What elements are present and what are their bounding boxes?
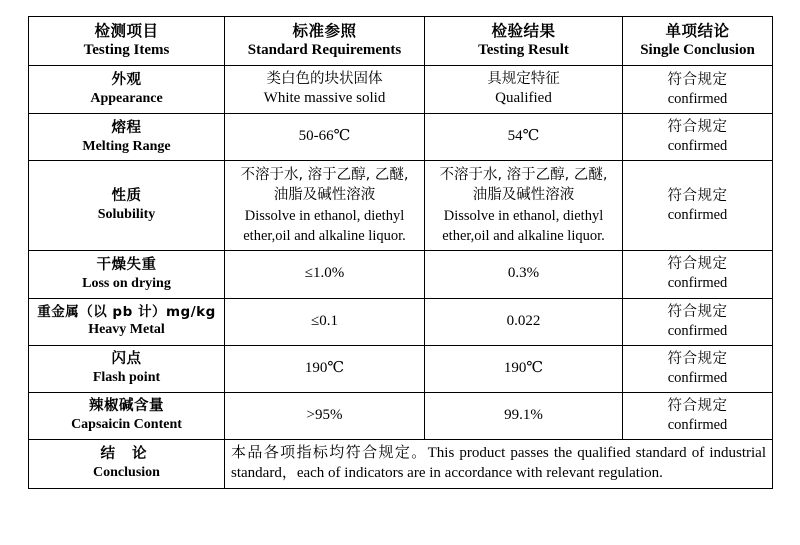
row-item-solubility xyxy=(29,161,225,251)
row-conclusion-capsaicin-content xyxy=(623,393,773,440)
row-conclusion-melting-range xyxy=(623,114,773,161)
row-conclusion-appearance-en: confirmed xyxy=(667,90,728,107)
row-standard-appearance xyxy=(225,66,425,114)
row-item-loss-on-drying xyxy=(29,251,225,298)
row-result-loss-on-drying xyxy=(425,251,623,298)
column-header-standard-requirements-en: Standard Requirements xyxy=(247,42,402,59)
row-standard-melting-range xyxy=(225,114,425,161)
conclusion-text-cell xyxy=(225,440,773,489)
row-result-solubility-cn: 不溶于水, 溶于乙醇, 乙醚, 油脂及碱性溶液 xyxy=(439,167,608,204)
row-standard-capsaicin-content xyxy=(225,393,425,440)
row-standard-loss-on-drying xyxy=(225,251,425,298)
row-item-flash-point-cn: 闪点 xyxy=(111,351,142,368)
row-standard-solubility xyxy=(225,161,425,251)
row-item-heavy-metal-cn: 重金属（以 pb 计）mg/kg xyxy=(37,303,216,320)
column-header-standard-requirements-cn: 标准参照 xyxy=(292,22,357,40)
row-conclusion-capsaicin-content-en: confirmed xyxy=(667,417,728,434)
row-item-solubility-en: Solubility xyxy=(97,207,156,223)
row-conclusion-appearance-cn: 符合规定 xyxy=(667,71,728,88)
table-conclusion-row xyxy=(29,440,773,489)
column-header-single-conclusion-cn: 单项结论 xyxy=(665,22,730,40)
row-standard-heavy-metal-value: ≤0.1 xyxy=(311,312,338,329)
row-item-capsaicin-content-en: Capsaicin Content xyxy=(71,417,182,433)
row-item-solubility-cn: 性质 xyxy=(111,188,142,205)
row-conclusion-loss-on-drying-en: confirmed xyxy=(667,275,728,292)
row-result-melting-range xyxy=(425,114,623,161)
row-item-loss-on-drying-en: Loss on drying xyxy=(82,275,171,291)
row-conclusion-flash-point-en: confirmed xyxy=(667,369,728,386)
conclusion-text-line2: standard，each of indicators are in accordance with relevant regulation. xyxy=(231,465,663,482)
column-header-testing-items-en: Testing Items xyxy=(83,42,170,59)
certificate-of-analysis-table xyxy=(28,16,773,489)
row-result-appearance xyxy=(425,66,623,114)
conclusion-label-cn: 结 论 xyxy=(100,446,153,463)
row-result-appearance-cn: 具规定特征 xyxy=(487,71,560,88)
row-result-capsaicin-content-value: 99.1% xyxy=(504,407,543,424)
table-row xyxy=(29,298,773,345)
row-result-solubility xyxy=(425,161,623,251)
table-row xyxy=(29,393,773,440)
conclusion-label-cell xyxy=(29,440,225,489)
row-item-heavy-metal xyxy=(29,298,225,345)
row-item-capsaicin-content xyxy=(29,393,225,440)
row-conclusion-solubility xyxy=(623,161,773,251)
table-body xyxy=(29,66,773,489)
table-row xyxy=(29,345,773,392)
row-item-flash-point-en: Flash point xyxy=(92,370,161,386)
row-conclusion-solubility-en: confirmed xyxy=(667,206,728,223)
row-result-heavy-metal xyxy=(425,298,623,345)
row-conclusion-heavy-metal-cn: 符合规定 xyxy=(667,303,728,320)
row-item-loss-on-drying-cn: 干燥失重 xyxy=(96,256,157,273)
row-standard-appearance-cn: 类白色的块状固体 xyxy=(266,71,383,88)
row-standard-flash-point xyxy=(225,345,425,392)
row-result-appearance-en: Qualified xyxy=(495,90,552,107)
row-result-loss-on-drying-value: 0.3% xyxy=(507,265,540,282)
row-conclusion-melting-range-cn: 符合规定 xyxy=(667,119,728,136)
table-row xyxy=(29,114,773,161)
table-header-row xyxy=(29,17,773,66)
row-item-appearance-cn: 外观 xyxy=(111,71,142,88)
row-conclusion-solubility-cn: 符合规定 xyxy=(667,187,728,204)
row-item-appearance xyxy=(29,66,225,114)
row-standard-flash-point-value: 190℃ xyxy=(304,359,345,376)
row-item-flash-point xyxy=(29,345,225,392)
row-result-flash-point xyxy=(425,345,623,392)
column-header-single-conclusion-en: Single Conclusion xyxy=(640,42,755,59)
row-standard-capsaicin-content-value: >95% xyxy=(306,407,343,424)
column-header-testing-result-cn: 检验结果 xyxy=(491,22,556,40)
row-item-melting-range-en: Melting Range xyxy=(82,138,171,154)
row-conclusion-flash-point xyxy=(623,345,773,392)
table-row xyxy=(29,251,773,298)
row-item-appearance-en: Appearance xyxy=(90,91,163,107)
row-conclusion-loss-on-drying-cn: 符合规定 xyxy=(667,256,728,273)
table-row xyxy=(29,161,773,251)
row-conclusion-loss-on-drying xyxy=(623,251,773,298)
conclusion-label-en: Conclusion xyxy=(93,465,160,481)
column-header-testing-result-en: Testing Result xyxy=(478,42,569,59)
row-standard-appearance-en: White massive solid xyxy=(263,90,386,107)
row-result-heavy-metal-value: 0.022 xyxy=(506,312,541,329)
row-item-melting-range xyxy=(29,114,225,161)
column-header-testing-items xyxy=(29,17,225,66)
conclusion-text-line1: 本品各项指标均符合规定。This product passes the qualified standard of industrial xyxy=(231,445,766,462)
row-result-flash-point-value: 190℃ xyxy=(503,359,544,376)
row-result-solubility-en: Dissolve in ethanol, diethyl ether,oil and alkaline liquor. xyxy=(442,208,605,244)
row-conclusion-flash-point-cn: 符合规定 xyxy=(667,350,728,367)
row-item-capsaicin-content-cn: 辣椒碱含量 xyxy=(89,398,164,415)
row-conclusion-heavy-metal xyxy=(623,298,773,345)
column-header-testing-result xyxy=(425,17,623,66)
column-header-testing-items-cn: 检测项目 xyxy=(94,22,159,40)
row-result-capsaicin-content xyxy=(425,393,623,440)
row-item-heavy-metal-en: Heavy Metal xyxy=(88,322,165,338)
row-item-melting-range-cn: 熔程 xyxy=(111,119,142,136)
row-standard-solubility-en: Dissolve in ethanol, diethyl ether,oil and alkaline liquor. xyxy=(243,208,406,244)
column-header-standard-requirements xyxy=(225,17,425,66)
row-conclusion-appearance xyxy=(623,66,773,114)
row-conclusion-melting-range-en: confirmed xyxy=(667,138,728,155)
table-header xyxy=(29,17,773,66)
column-header-single-conclusion xyxy=(623,17,773,66)
row-conclusion-capsaicin-content-cn: 符合规定 xyxy=(667,398,728,415)
row-standard-solubility-cn: 不溶于水, 溶于乙醇, 乙醚, 油脂及碱性溶液 xyxy=(240,167,409,204)
row-standard-loss-on-drying-value: ≤1.0% xyxy=(304,265,345,282)
row-standard-melting-range-value: 50-66℃ xyxy=(298,128,351,145)
row-standard-heavy-metal xyxy=(225,298,425,345)
row-conclusion-heavy-metal-en: confirmed xyxy=(667,322,728,339)
table-row xyxy=(29,66,773,114)
row-result-melting-range-value: 54℃ xyxy=(507,128,540,145)
